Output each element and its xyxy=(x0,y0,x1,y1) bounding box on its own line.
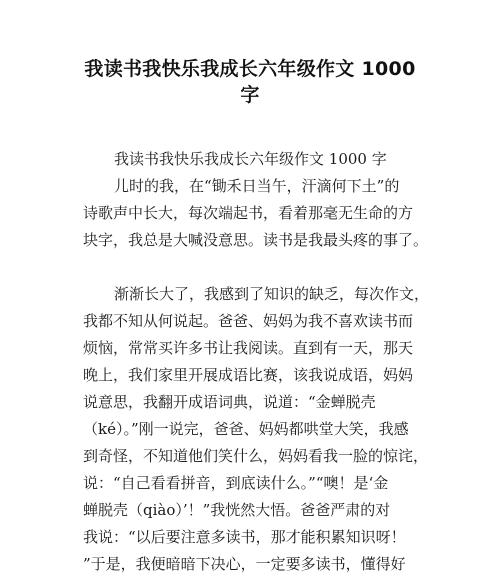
body-line-7: 我都不知从何说起。爸爸、妈妈为我不喜欢读书而 xyxy=(83,312,414,330)
title-line-2: 字 xyxy=(240,84,260,106)
body-line-6: 渐渐长大了，我感到了知识的缺乏，每次作文， xyxy=(114,285,430,303)
body-line-4: 块字，我总是大喊没意思。读书是我最头疼的事了。 xyxy=(83,231,429,249)
body-line-13: 说：“自己看看拼音，到底读什么。”“噢！是‘金 xyxy=(83,474,389,492)
body-line-11: （ké）。”刚一说完，爸爸、妈妈都哄堂大笑，我感 xyxy=(83,420,409,438)
body-line-3: 诗歌声中长大，每次端起书，看着那毫无生命的方 xyxy=(83,204,414,222)
body-line-12: 到奇怪，不知道他们笑什么，妈妈看我一脸的惊诧， xyxy=(83,447,429,465)
body-line-16: ”于是，我便暗暗下决心，一定要多读书，懂得好 xyxy=(83,555,406,573)
body-line-15: 我说：“以后要注意多读书，那才能积累知识呀！ xyxy=(83,528,406,546)
body-line-10: 说意思，我翻开成语词典，说道：“金蝉脱壳 xyxy=(83,393,376,411)
body-line-8: 烦恼，常常买许多书让我阅读。直到有一天，那天 xyxy=(83,339,414,357)
document-title xyxy=(70,56,430,108)
body-line-14: 蝉脱壳（qiào）’！”我恍然大悟。爸爸严肃的对 xyxy=(83,501,391,519)
body-line-2: 儿时的我，在“锄禾日当午，汗滴何下土”的 xyxy=(114,177,400,195)
body-line-1: 我读书我快乐我成长六年级作文 1000 字 xyxy=(114,150,387,168)
title-line-1: 我读书我快乐我成长六年级作文 1000 xyxy=(84,58,416,80)
paragraph-gap xyxy=(83,254,433,281)
body-line-9: 晚上，我们家里开展成语比赛，该我说成语，妈妈 xyxy=(83,366,414,384)
document-body xyxy=(83,146,433,578)
